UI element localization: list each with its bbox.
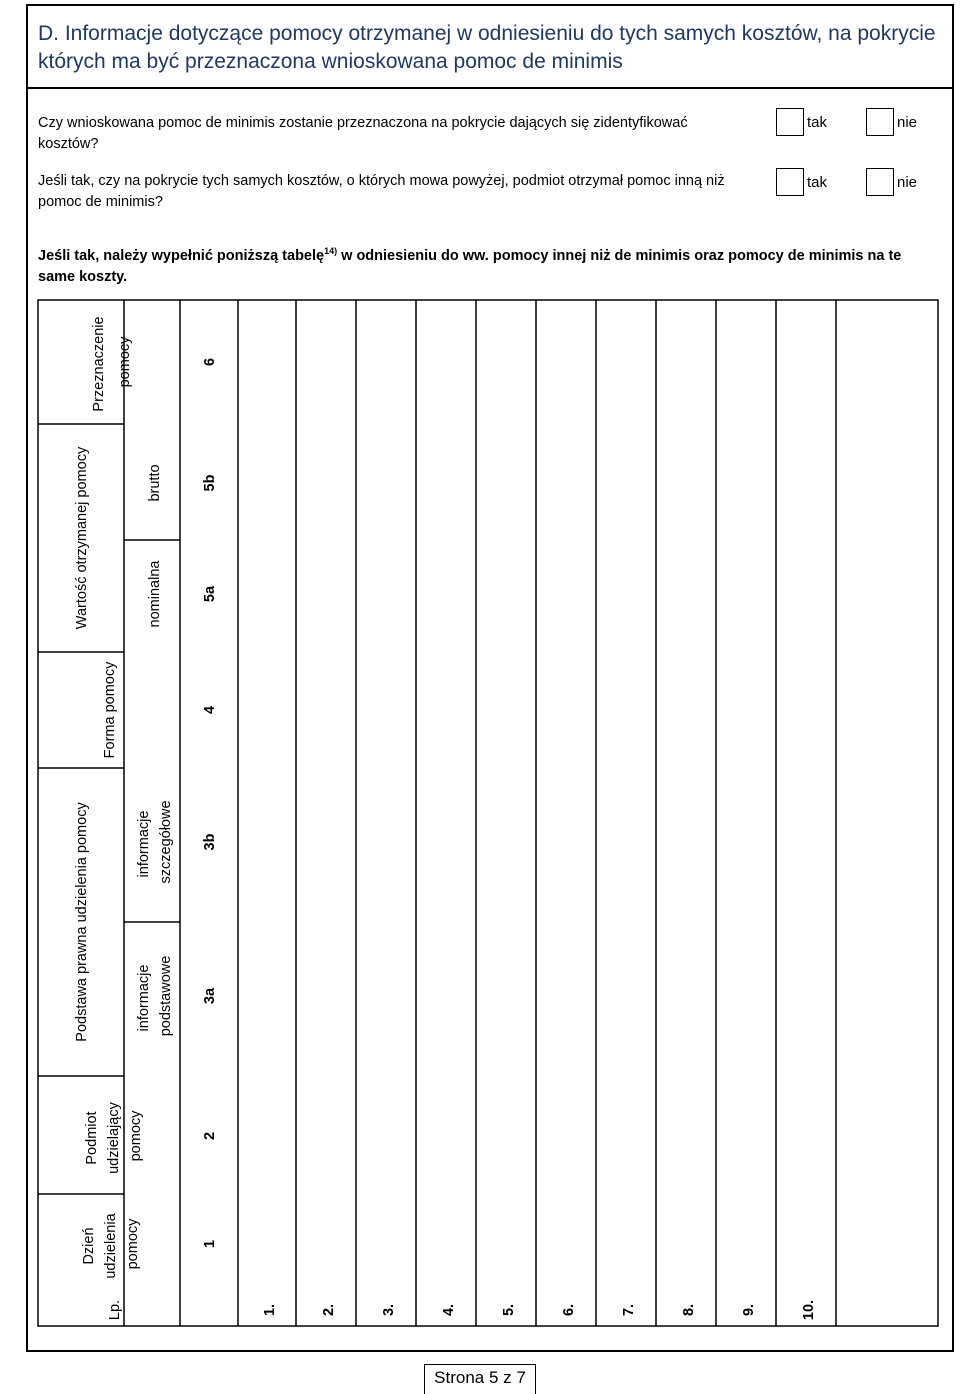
row-number: 1. <box>262 1303 278 1317</box>
col-number-3a: 3a <box>202 987 218 1005</box>
row-number: 6. <box>561 1303 577 1317</box>
col-number-4: 4 <box>202 705 218 715</box>
col-number-6: 6 <box>202 357 218 367</box>
header-entity <box>84 1098 144 1174</box>
header-basic-line2: podstawowe <box>158 955 174 1037</box>
row-number: 3. <box>381 1303 397 1317</box>
row-number: 8. <box>681 1303 697 1317</box>
header-basic-line1: informacje <box>136 964 152 1032</box>
header-value: Wartość otrzymanej pomocy <box>74 446 90 630</box>
header-detail-line2: szczegółowe <box>158 800 174 884</box>
header-date-line1: Dzień <box>81 1227 97 1265</box>
header-gross: brutto <box>147 464 163 502</box>
col-number-1: 1 <box>202 1239 218 1249</box>
header-form: Forma pomocy <box>102 661 118 759</box>
header-entity-line1: Podmiot <box>84 1111 100 1165</box>
header-entity-line3: pomocy <box>128 1110 144 1162</box>
question-2: Jeśli tak, czy na pokrycie tych samych kosztów, o których mowa powyżej, podmiot otrzymał pomoc inną niż pomoc de minimis? <box>38 173 725 210</box>
row-number: 4. <box>441 1303 457 1317</box>
col-number-3b: 3b <box>202 833 218 851</box>
header-date <box>81 1209 141 1278</box>
footnote-ref: 14) <box>324 246 338 256</box>
header-purpose-line1: Przeznaczenie <box>91 316 107 412</box>
header-entity-line2: udzielający <box>106 1102 122 1174</box>
section-title: D. Informacje dotyczące pomocy otrzymanej w odniesieniu do tych samych kosztów, na pokrycie których ma być przeznaczona wnioskowana pomoc de minimis <box>38 22 936 73</box>
row-number: 7. <box>621 1303 637 1317</box>
question-1-no-label: nie <box>897 114 918 131</box>
col-number-2: 2 <box>202 1131 218 1141</box>
header-lp: Lp. <box>107 1299 123 1321</box>
header-basic <box>136 956 174 1037</box>
question-2-yes-label: tak <box>807 174 828 191</box>
header-purpose-line2: pomocy <box>117 336 133 388</box>
row-number: 9. <box>741 1303 757 1317</box>
header-detail <box>136 800 174 883</box>
header-detail-line1: informacje <box>136 810 152 878</box>
instruction-text: Jeśli tak, należy wypełnić poniższą tabelę <box>38 247 325 264</box>
header-date-line2: udzielenia <box>103 1213 119 1279</box>
header-legal-basis: Podstawa prawna udzielenia pomocy <box>74 802 90 1042</box>
col-number-5b: 5b <box>202 474 218 492</box>
col-number-5a: 5a <box>202 585 218 603</box>
row-number: 5. <box>501 1303 517 1317</box>
instruction-text-cont: w odniesieniu do ww. pomocy innej niż de minimis oraz pomocy de minimis na te same koszty. <box>38 247 902 285</box>
row-number: 2. <box>321 1303 337 1317</box>
header-nominal: nominalna <box>147 560 163 628</box>
row-number: 10. <box>801 1299 817 1321</box>
header-date-line3: pomocy <box>125 1218 141 1270</box>
question-2-no-label: nie <box>897 174 918 191</box>
page-number: Strona 5 z 7 <box>424 1364 536 1394</box>
question-1-yes-label: tak <box>807 114 828 131</box>
header-purpose <box>91 312 133 411</box>
question-1: Czy wnioskowana pomoc de minimis zostanie przeznaczona na pokrycie dających się zidentyfikować kosztów? <box>38 115 688 152</box>
